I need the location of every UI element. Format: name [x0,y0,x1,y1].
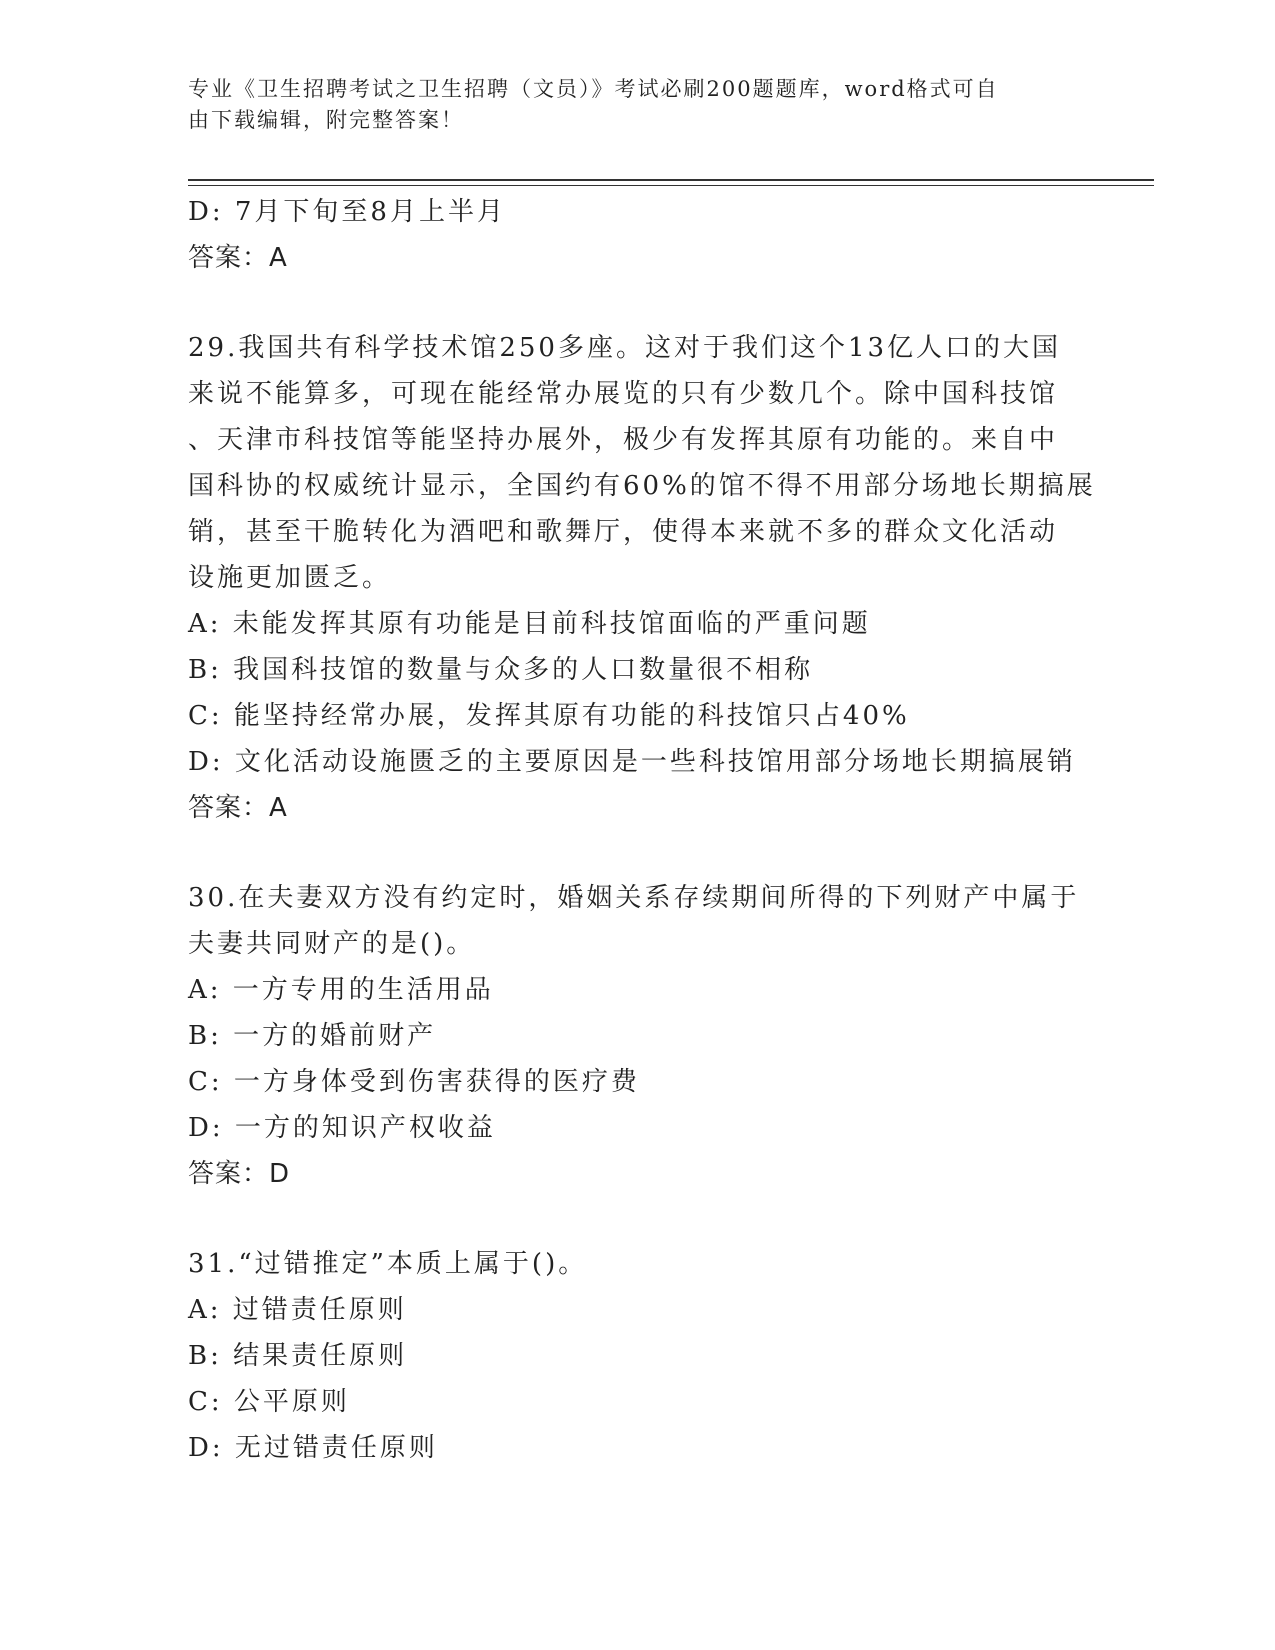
option-b: B: 我国科技馆的数量与众多的人口数量很不相称 [188,655,814,685]
question-29 [188,325,1096,831]
option-a: A: 一方专用的生活用品 [188,975,494,1005]
question-line: 夫妻共同财产的是()。 [188,929,476,959]
spacer [188,281,1088,325]
header-line-2: 由下载编辑，附完整答案！ [188,108,464,132]
option-d: D: 文化活动设施匮乏的主要原因是一些科技馆用部分场地长期搞展销 [188,747,1076,777]
question-line: 30.在夫妻双方没有约定时，婚姻关系存续期间所得的下列财产中属于 [188,883,1080,913]
document-body [188,189,1096,1471]
question-line: 国科协的权威统计显示，全国约有60%的馆不得不用部分场地长期搞展 [188,471,1096,501]
prev-answer: 答案：A [188,243,288,273]
option-d: D: 一方的知识产权收益 [188,1113,496,1143]
header-divider-thin [188,185,1154,186]
question-line: 29.我国共有科学技术馆250多座。这对于我们这个13亿人口的大国 [188,333,1062,363]
option-c: C: 公平原则 [188,1387,350,1417]
question-31 [188,1241,1088,1471]
answer: 答案：A [188,793,288,823]
question-line: 来说不能算多，可现在能经常办展览的只有少数几个。除中国科技馆 [188,379,1059,409]
option-d: D: 无过错责任原则 [188,1433,438,1463]
question-line: 31.“过错推定”本质上属于()。 [188,1249,588,1279]
spacer [188,1197,1088,1241]
answer: 答案：D [188,1159,291,1189]
option-c: C: 能坚持经常办展，发挥其原有功能的科技馆只占40% [188,701,910,731]
option-c: C: 一方身体受到伤害获得的医疗费 [188,1067,640,1097]
prev-option-d: D: 7月下旬至8月上半月 [188,197,506,227]
question-line: 、天津市科技馆等能坚持办展外，极少有发挥其原有功能的。来自中 [188,425,1059,455]
question-line: 销，甚至干脆转化为酒吧和歌舞厅，使得本来就不多的群众文化活动 [188,517,1059,547]
document-header [188,74,1068,136]
option-a: A: 过错责任原则 [188,1295,407,1325]
header-line-1: 专业《卫生招聘考试之卫生招聘（文员）》考试必刷200题题库，word格式可自 [188,77,999,101]
question-line: 设施更加匮乏。 [188,563,392,593]
question-30 [188,875,1088,1197]
option-b: B: 结果责任原则 [188,1341,408,1371]
header-divider-thick [188,179,1154,181]
option-a: A: 未能发挥其原有功能是目前科技馆面临的严重问题 [188,609,871,639]
spacer [188,831,1088,875]
option-b: B: 一方的婚前财产 [188,1021,437,1051]
